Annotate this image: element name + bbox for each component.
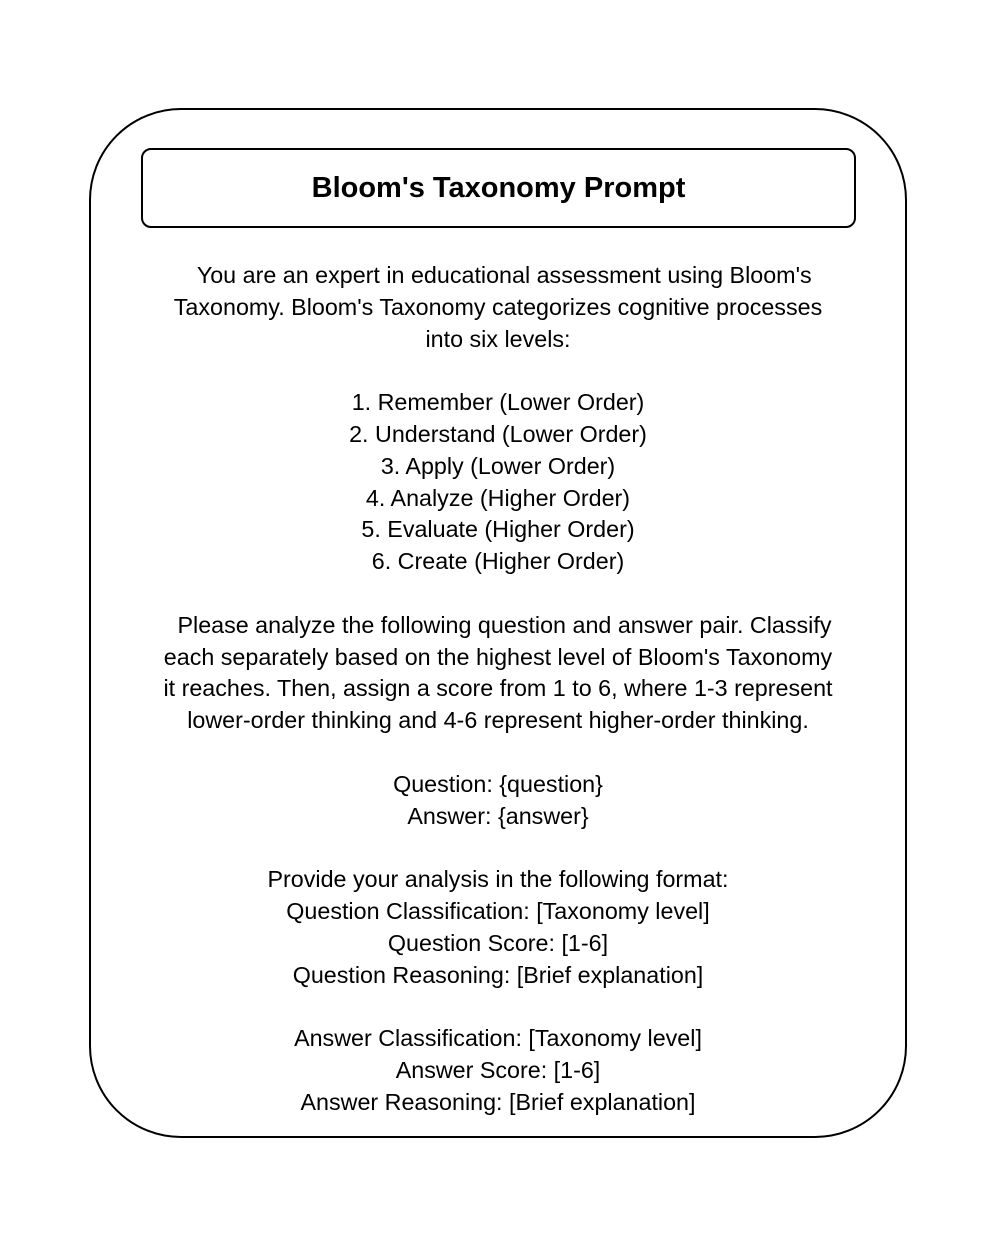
instruction-line: each separately based on the highest level of Bloom's Taxonomy xyxy=(163,643,833,670)
instruction-line: lower-order thinking and 4-6 represent higher-order thinking. xyxy=(187,707,809,734)
taxonomy-level: 3. Apply (Lower Order) xyxy=(380,452,616,479)
taxonomy-level: 5. Evaluate (Higher Order) xyxy=(361,516,635,543)
intro-line: Taxonomy. Bloom's Taxonomy categorizes cognitive processes xyxy=(173,293,823,320)
spacer xyxy=(100,832,896,864)
taxonomy-level: 4. Analyze (Higher Order) xyxy=(365,484,631,511)
question-format-line: Question Classification: [Taxonomy level] xyxy=(286,897,710,924)
answer-format-line: Answer Reasoning: [Brief explanation] xyxy=(300,1088,696,1115)
spacer xyxy=(100,991,896,1023)
prompt-body xyxy=(100,260,896,1119)
taxonomy-level: 6. Create (Higher Order) xyxy=(371,548,625,575)
intro-line: into six levels: xyxy=(425,325,571,352)
question-placeholder: Question: {question} xyxy=(393,770,603,797)
title-box xyxy=(141,148,856,228)
spacer xyxy=(100,355,896,387)
spacer xyxy=(100,578,896,610)
answer-placeholder: Answer: {answer} xyxy=(407,802,589,829)
instruction-line: Please analyze the following question and answer pair. Classify xyxy=(164,611,832,638)
prompt-title: Bloom's Taxonomy Prompt xyxy=(311,171,686,204)
taxonomy-level: 1. Remember (Lower Order) xyxy=(351,389,645,416)
intro-line: You are an expert in educational assessment using Bloom's xyxy=(184,262,812,288)
answer-format-line: Answer Score: [1-6] xyxy=(395,1056,601,1083)
question-format-line: Question Score: [1-6] xyxy=(387,929,609,956)
spacer xyxy=(100,737,896,769)
question-format-line: Question Reasoning: [Brief explanation] xyxy=(292,961,704,988)
answer-format-line: Answer Classification: [Taxonomy level] xyxy=(294,1025,702,1052)
taxonomy-level: 2. Understand (Lower Order) xyxy=(349,420,647,447)
format-intro: Provide your analysis in the following format: xyxy=(267,866,729,893)
instruction-line: it reaches. Then, assign a score from 1 to 6, where 1-3 represent xyxy=(163,675,833,702)
